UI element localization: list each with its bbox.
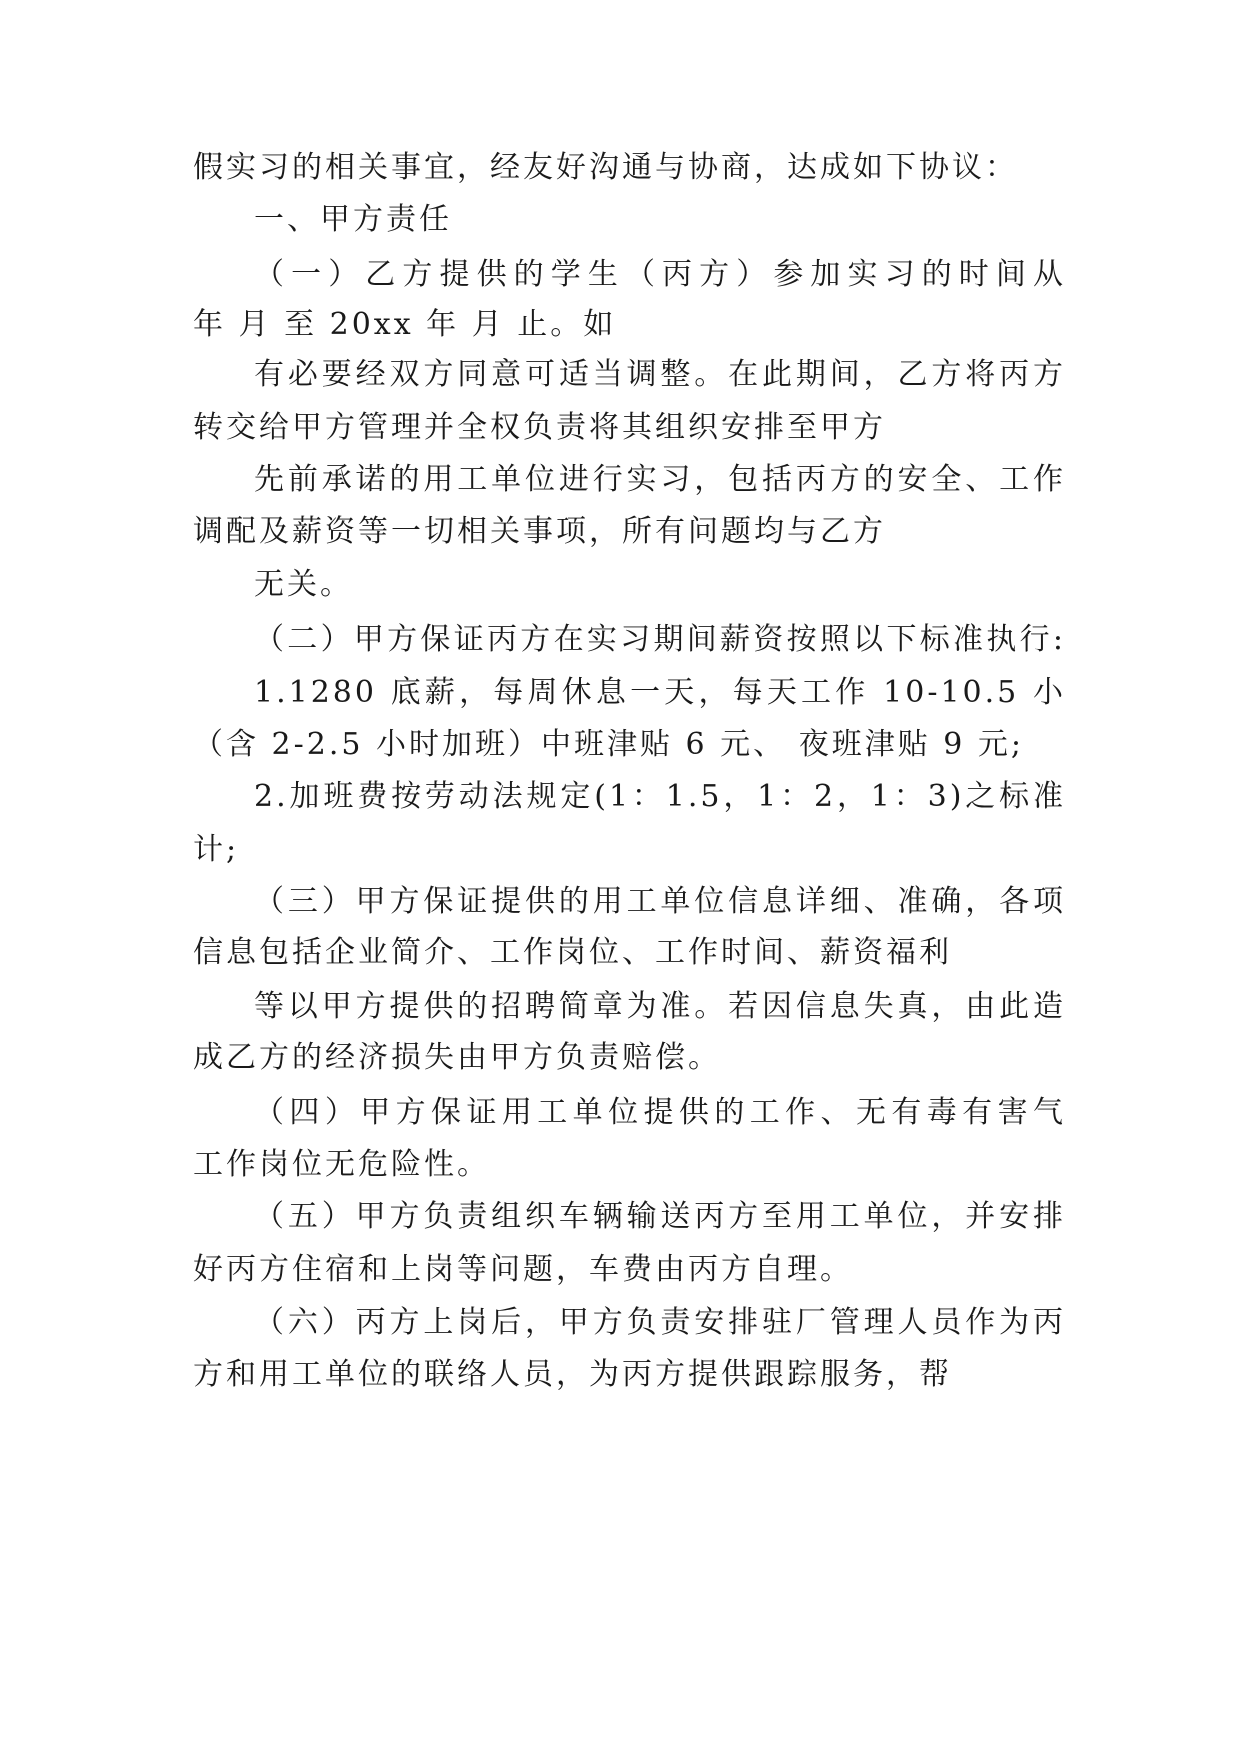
text-line: 先前承诺的用工单位进行实习，包括丙方的安全、工作 bbox=[254, 462, 1066, 497]
text-line: 调配及薪资等一切相关事项，所有问题均与乙方 bbox=[193, 514, 886, 549]
text-line: 1.1280 底薪，每周休息一天，每天工作 10-10.5 小 bbox=[254, 675, 1066, 710]
text-line: 有必要经双方同意可适当调整。在此期间，乙方将丙方 bbox=[254, 357, 1066, 392]
section-heading: 一、甲方责任 bbox=[254, 202, 452, 237]
text-line: 2.加班费按劳动法规定(1：1.5，1：2，1：3)之标准 bbox=[254, 779, 1066, 814]
text-line: （一）乙方提供的学生（丙方）参加实习的时间从 bbox=[254, 257, 1066, 292]
text-line: 计; bbox=[193, 832, 240, 867]
text-line: 假实习的相关事宜，经友好沟通与协商，达成如下协议： bbox=[193, 150, 1018, 185]
text-line: 转交给甲方管理并全权负责将其组织安排至甲方 bbox=[193, 410, 886, 445]
text-line: （三）甲方保证提供的用工单位信息详细、准确，各项 bbox=[254, 884, 1066, 919]
text-line: 等以甲方提供的招聘简章为准。若因信息失真，由此造 bbox=[254, 989, 1066, 1024]
text-line: 成乙方的经济损失由甲方负责赔偿。 bbox=[193, 1040, 721, 1075]
text-line: （二）甲方保证丙方在实习期间薪资按照以下标准执行: bbox=[254, 622, 1066, 657]
text-line: 方和用工单位的联络人员，为丙方提供跟踪服务，帮 bbox=[193, 1357, 952, 1392]
text-line: （含 2-2.5 小时加班）中班津贴 6 元、 夜班津贴 9 元; bbox=[193, 727, 1024, 762]
text-line: 年 月 至 20xx 年 月 止。如 bbox=[193, 307, 617, 342]
text-line: （五）甲方负责组织车辆输送丙方至用工单位，并安排 bbox=[254, 1199, 1066, 1234]
text-line: （六）丙方上岗后，甲方负责安排驻厂管理人员作为丙 bbox=[254, 1305, 1066, 1340]
text-line: 信息包括企业简介、工作岗位、工作时间、薪资福利 bbox=[193, 935, 952, 970]
text-line: （四）甲方保证用工单位提供的工作、无有毒有害气 bbox=[254, 1095, 1066, 1130]
text-line: 无关。 bbox=[254, 567, 353, 602]
text-line: 好丙方住宿和上岗等问题，车费由丙方自理。 bbox=[193, 1252, 853, 1287]
text-line: 工作岗位无危险性。 bbox=[193, 1147, 490, 1182]
